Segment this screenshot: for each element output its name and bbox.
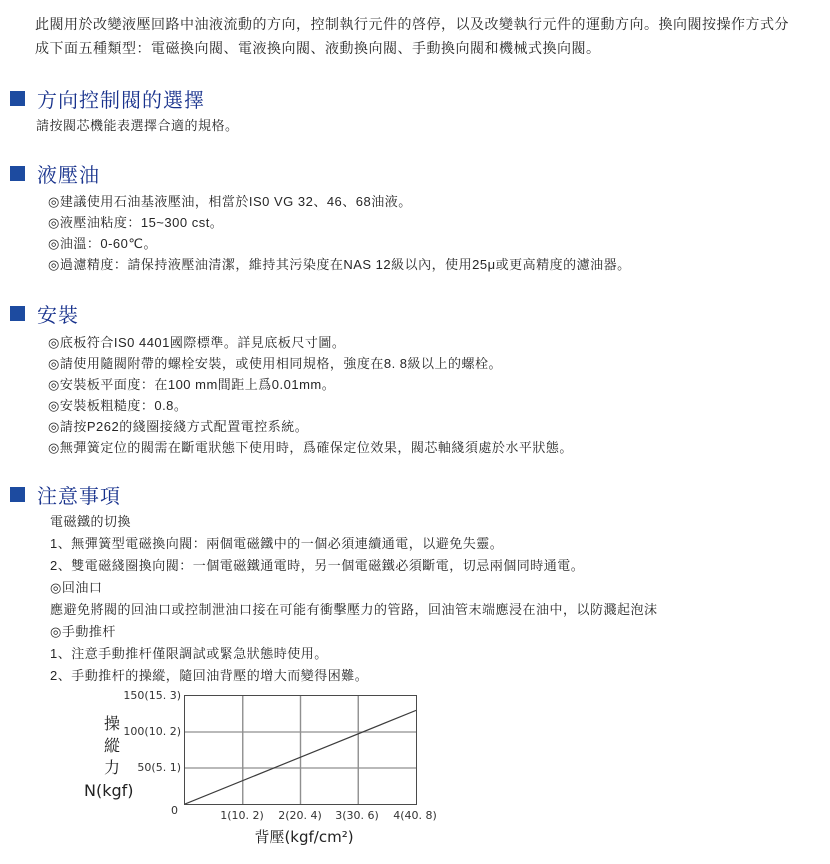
section-marker-icon <box>10 91 25 106</box>
bullet-list-oil <box>48 191 830 275</box>
x-tick-label: 4(40. 8) <box>393 809 437 822</box>
y-tick-label: 150(15. 3) <box>123 689 181 702</box>
manual-page <box>0 12 830 864</box>
bullet-list-install <box>48 332 830 458</box>
note-line: ◎回油口 <box>50 580 103 595</box>
bullet-item: ◎建議使用石油基液壓油，相當於IS0 VG 32、46、68油液。 <box>48 194 412 209</box>
back-pressure-chart <box>0 687 830 852</box>
note-line: 電磁鐵的切換 <box>50 514 132 529</box>
section-title-selection: 方向控制閥的選擇 <box>37 89 205 112</box>
section-title-install: 安裝 <box>37 304 79 327</box>
intro-paragraph: 此閥用於改變液壓回路中油液流動的方向，控制執行元件的啓停，以及改變執行元件的運動方向。換向閥按操作方式分成下面五種類型：電磁換向閥、電液換向閥、液動換向閥、手動換向閥和機械式換向閥。 <box>35 16 789 56</box>
bullet-item: ◎液壓油粘度：15~300 cst。 <box>48 215 224 230</box>
x-tick-label: 3(30. 6) <box>335 809 379 822</box>
bullet-item: ◎請按P262的綫圈接綫方式配置電控系統。 <box>48 419 309 434</box>
section-header-install <box>10 301 830 325</box>
section-title-notes: 注意事項 <box>37 485 121 508</box>
section-header-notes <box>10 482 830 506</box>
bullet-item: ◎無彈簧定位的閥需在斷電狀態下使用時，爲確保定位效果，閥芯軸綫須處於水平狀態。 <box>48 440 573 455</box>
section-header-oil <box>10 161 830 185</box>
bullet-item: ◎過濾精度：請保持液壓油清潔，維持其污染度在NAS 12級以內，使用25μ或更高精度的濾油器。 <box>48 257 631 272</box>
chart-plot-svg <box>185 696 416 804</box>
x-axis-label: 背壓(kgf/cm²) <box>254 828 354 846</box>
bullet-item: ◎油溫：0-60℃。 <box>48 236 157 251</box>
chart-plot-area <box>184 695 417 805</box>
y-axis-unit-label: N(kgf) <box>84 781 134 800</box>
note-line: 1、無彈簧型電磁換向閥：兩個電磁鐵中的一個必須連續通電，以避免失靈。 <box>50 536 504 551</box>
note-line: 應避免將閥的回油口或控制泄油口接在可能有衝擊壓力的管路，回油管末端應浸在油中，以防濺起泡沫 <box>50 602 658 617</box>
section-marker-icon <box>10 166 25 181</box>
bullet-item: ◎請使用隨閥附帶的螺栓安裝，或使用相同規格，強度在8. 8級以上的螺栓。 <box>48 356 503 371</box>
section-marker-icon <box>10 306 25 321</box>
y-tick-label: 100(10. 2) <box>123 725 181 738</box>
section-title-oil: 液壓油 <box>37 164 100 187</box>
section-marker-icon <box>10 487 25 502</box>
bullet-item: ◎安裝板粗糙度：0.8。 <box>48 398 188 413</box>
section-body-selection: 請按閥芯機能表選擇合適的規格。 <box>36 118 239 133</box>
y-tick-label: 50(5. 1) <box>137 761 181 774</box>
notes-list <box>50 511 830 687</box>
note-line: 2、雙電磁綫圈換向閥：一個電磁鐵通電時，另一個電磁鐵必須斷電，切忌兩個同時通電。 <box>50 558 585 573</box>
origin-tick-label: 0 <box>171 804 178 817</box>
bullet-item: ◎安裝板平面度：在100 mm間距上爲0.01mm。 <box>48 377 336 392</box>
x-tick-label: 2(20. 4) <box>278 809 322 822</box>
note-line: ◎手動推杆 <box>50 624 116 639</box>
y-axis-label: 操縱力 <box>104 714 121 777</box>
note-line: 2、手動推杆的操縱，隨回油背壓的增大而變得困難。 <box>50 668 369 683</box>
x-tick-label: 1(10. 2) <box>220 809 264 822</box>
section-header-selection <box>10 86 830 110</box>
note-line: 1、注意手動推杆僅限調試或緊急狀態時使用。 <box>50 646 328 661</box>
bullet-item: ◎底板符合IS0 4401國際標準。詳見底板尺寸圖。 <box>48 335 346 350</box>
